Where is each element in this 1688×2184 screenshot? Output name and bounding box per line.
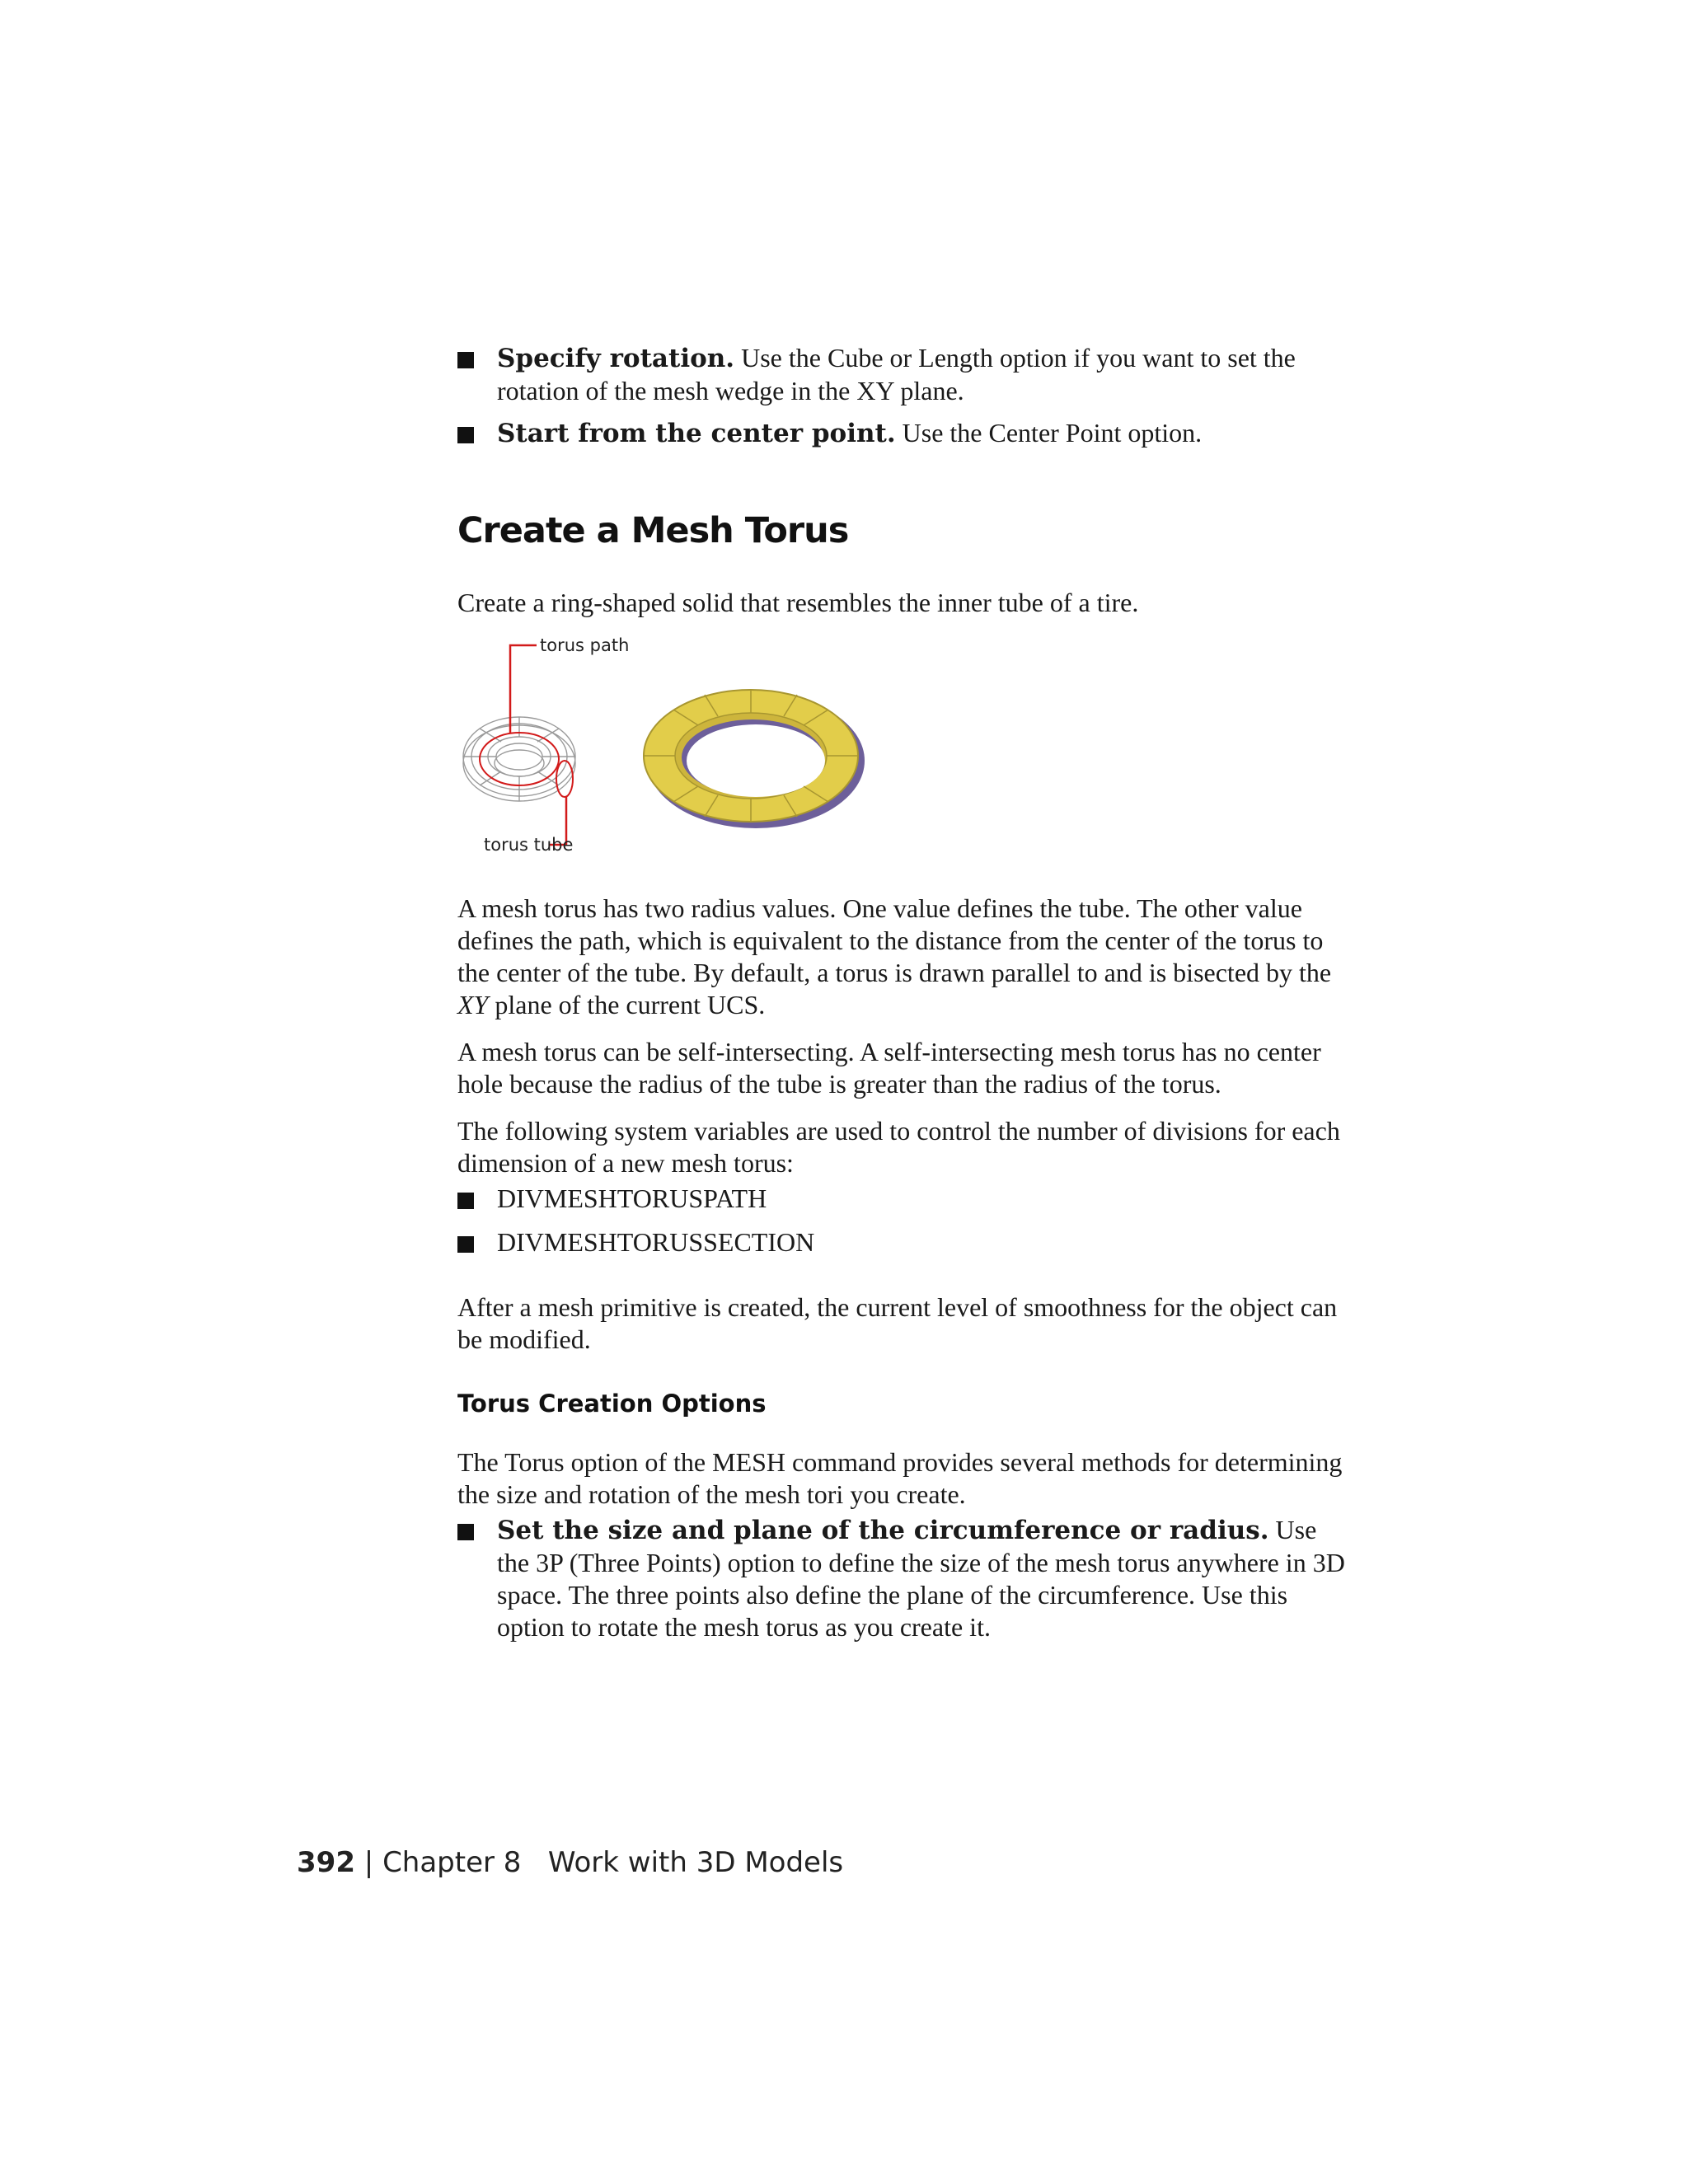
bullet-lead: Start from the center point. bbox=[497, 419, 896, 448]
torus-illustration bbox=[457, 637, 886, 860]
sysvar-item bbox=[457, 1183, 1348, 1215]
bullet-lead: Set the size and plane of the circumference or radius. bbox=[497, 1516, 1269, 1545]
paragraph-radius-values bbox=[457, 893, 1348, 1021]
torus-path-label: torus path bbox=[540, 635, 630, 655]
sysvar-item bbox=[457, 1226, 1348, 1258]
footer-chapter: Chapter 8 bbox=[382, 1846, 522, 1879]
bullet-size-plane bbox=[457, 1514, 1348, 1643]
path-leader bbox=[510, 645, 537, 733]
footer-separator: | bbox=[354, 1846, 383, 1879]
subsection-title: Torus Creation Options bbox=[457, 1390, 767, 1418]
shaded-torus bbox=[644, 690, 865, 828]
bullet-marker bbox=[457, 427, 474, 443]
torus-tube-label: torus tube bbox=[484, 835, 574, 855]
section-intro: Create a ring-shaped solid that resembles the inner tube of a tire. bbox=[457, 588, 1139, 617]
bullet-marker bbox=[457, 1524, 474, 1540]
paragraph-smoothness: After a mesh primitive is created, the current level of smoothness for the object can be modified. bbox=[457, 1292, 1338, 1354]
paragraph-system-variables: The following system variables are used to control the number of divisions for each dimension of a new mesh torus: bbox=[457, 1116, 1340, 1178]
paragraph-self-intersecting: A mesh torus can be self-intersecting. A self-intersecting mesh torus has no center hole because the radius of the tube is greater than the radius of the torus. bbox=[457, 1037, 1321, 1099]
para-text: A mesh torus has two radius values. One value defines the tube. The other value defines the path, which is equivalent to the distance from the center of the torus to the center of the tube. By default, a torus is drawn parallel to and is bisected by the bbox=[457, 893, 1332, 987]
bullet-text: Use the Cube or Length option if you want to set the rotation of the mesh wedge in the XY plane. bbox=[497, 343, 1296, 405]
para-text: plane of the current UCS. bbox=[488, 990, 766, 1019]
bullet-specify-rotation bbox=[457, 342, 1348, 407]
page-content bbox=[457, 342, 1348, 1643]
torus-figure bbox=[457, 637, 886, 860]
section-title: Create a Mesh Torus bbox=[457, 510, 849, 551]
bullet-text: Use the 3P (Three Points) option to define the size of the mesh torus anywhere in 3D space. The three points also define the plane of the circumference. Use this option to rotate the mesh torus as you create it. bbox=[497, 1515, 1345, 1642]
bullet-marker bbox=[457, 1236, 474, 1253]
para-italic: XY bbox=[457, 990, 489, 1019]
bullet-start-center bbox=[457, 417, 1348, 450]
paragraph-torus-option: The Torus option of the MESH command provides several methods for determining the size and rotation of the mesh tori you create. bbox=[457, 1447, 1343, 1509]
footer-chapter-title: Work with 3D Models bbox=[547, 1846, 844, 1879]
bullet-text: Use the Center Point option. bbox=[895, 418, 1203, 448]
sysvar-name: DIVMESHTORUSSECTION bbox=[497, 1227, 815, 1257]
page-number: 392 bbox=[297, 1846, 355, 1879]
bullet-lead: Specify rotation. bbox=[497, 344, 735, 373]
bullet-marker bbox=[457, 352, 474, 368]
page-footer bbox=[297, 1846, 843, 1879]
sysvar-name: DIVMESHTORUSPATH bbox=[497, 1183, 767, 1213]
bullet-marker bbox=[457, 1193, 474, 1209]
